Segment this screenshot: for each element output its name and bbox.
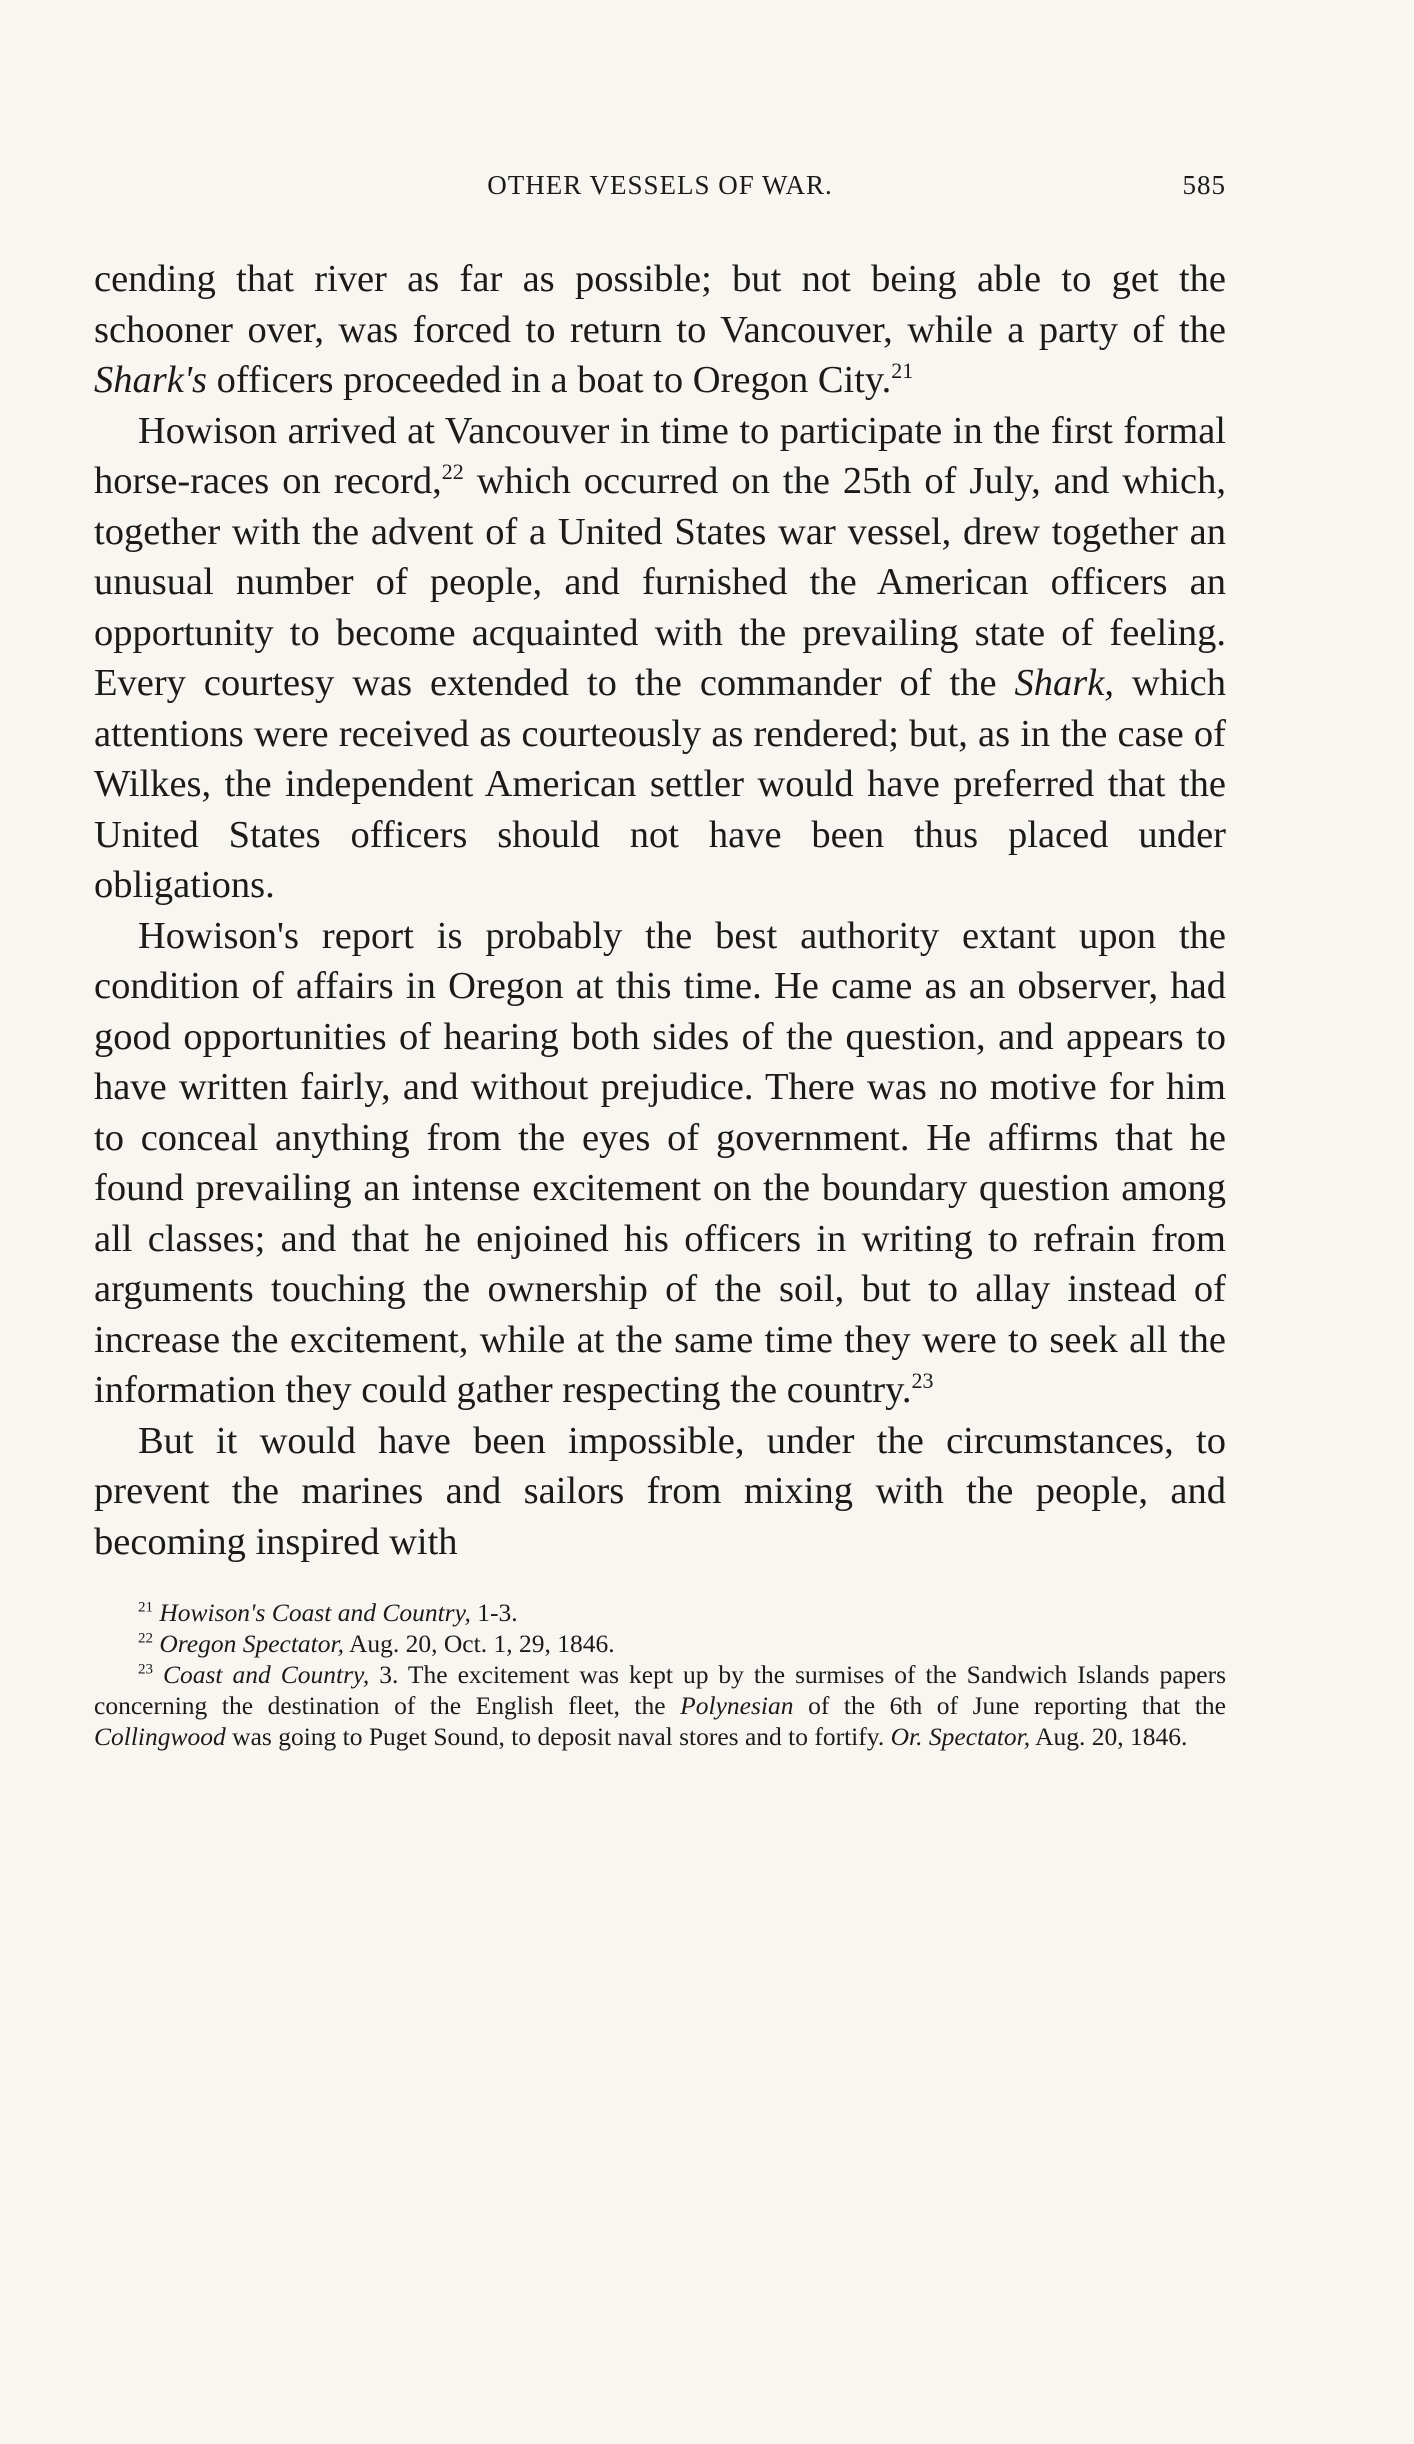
footnote-ref: 22 (138, 1630, 153, 1647)
text-run: Howison arrived at Vancouver in time to participate in the first formal horse-races on record, (94, 409, 1226, 502)
text-run: Aug. 20, Oct. 1, 29, 1846. (344, 1629, 615, 1658)
running-head-title: OTHER VESSELS OF WAR. (487, 170, 833, 200)
paragraph (94, 254, 1226, 406)
text-run: of the 6th of June reporting that the (793, 1691, 1226, 1720)
text-run: which occurred on the 25th of July, and which, together with the advent of a United States war vessel, drew together an unusual number of people, and furnished the American officers an opportunity to become acquainted with the prevailing state of feeling. Every courtesy was extended to the commander of the (94, 460, 1226, 704)
footnote-ref: 23 (911, 1368, 934, 1394)
footnotes (94, 1597, 1226, 1752)
italic-text: Shark, (1014, 662, 1114, 704)
footnote (94, 1628, 1226, 1659)
footnote-ref: 22 (441, 459, 464, 485)
footnote (94, 1597, 1226, 1628)
italic-text: Or. Spectator, (890, 1722, 1031, 1751)
text-run: Howison's report is probably the best authority extant upon the condition of affairs in Oregon at this time. He came as an observer, had good opportunities of hearing both sides of the question, and appears to have written fairly, and without prejudice. There was no motive for him to conceal anything from the eyes of government. He affirms that he found prevailing an intense excitement on the boundary question among all classes; and that he enjoined his officers in writing to refrain from arguments touching the ownership of the soil, but to allay instead of increase the excitement, while at the same time they were to seek all the information they could gather respecting the country. (94, 914, 1226, 1411)
italic-text: Polynesian (680, 1691, 794, 1720)
paragraph (94, 911, 1226, 1416)
running-head (94, 170, 1226, 210)
footnote-ref: 21 (138, 1599, 153, 1616)
italic-text: Collingwood (94, 1722, 226, 1751)
italic-text: Oregon Spectator, (159, 1629, 344, 1658)
paragraph (94, 406, 1226, 911)
footnote-ref: 21 (891, 358, 914, 384)
italic-text: Shark's (94, 359, 208, 401)
paragraph (94, 1416, 1226, 1568)
text-run: officers proceeded in a boat to Oregon City. (207, 359, 892, 401)
footnote-ref: 23 (138, 1661, 153, 1678)
text-run: which attentions were received as courteously as rendered; but, as in the case of Wilkes, the independent American settler would have preferred that the United States officers should not have been thus placed under obligations. (94, 662, 1226, 906)
text-run (153, 1660, 163, 1689)
page-number: 585 (1182, 170, 1226, 200)
text-run: 1-3. (470, 1598, 518, 1627)
italic-text: Howison's Coast and Country, (159, 1598, 471, 1627)
footnote (94, 1659, 1226, 1752)
italic-text: Coast and Country, (163, 1660, 370, 1689)
text-run: cending that river as far as possible; but not being able to get the schooner over, was forced to return to Vancouver, while a party of the (94, 258, 1226, 351)
text-run: But it would have been impossible, under the circumstances, to prevent the marines and sailors from mixing with the people, and becoming inspired with (94, 1419, 1226, 1563)
text-run: 3. The excitement was kept up by the surmises of the Sandwich Islands papers concerning the destination of the English fleet, the (94, 1660, 1227, 1720)
text-run: Aug. 20, 1846. (1030, 1722, 1188, 1751)
body-text (94, 254, 1226, 1567)
text-run: was going to Puget Sound, to deposit naval stores and to fortify. (225, 1722, 891, 1751)
book-page (94, 170, 1226, 1752)
